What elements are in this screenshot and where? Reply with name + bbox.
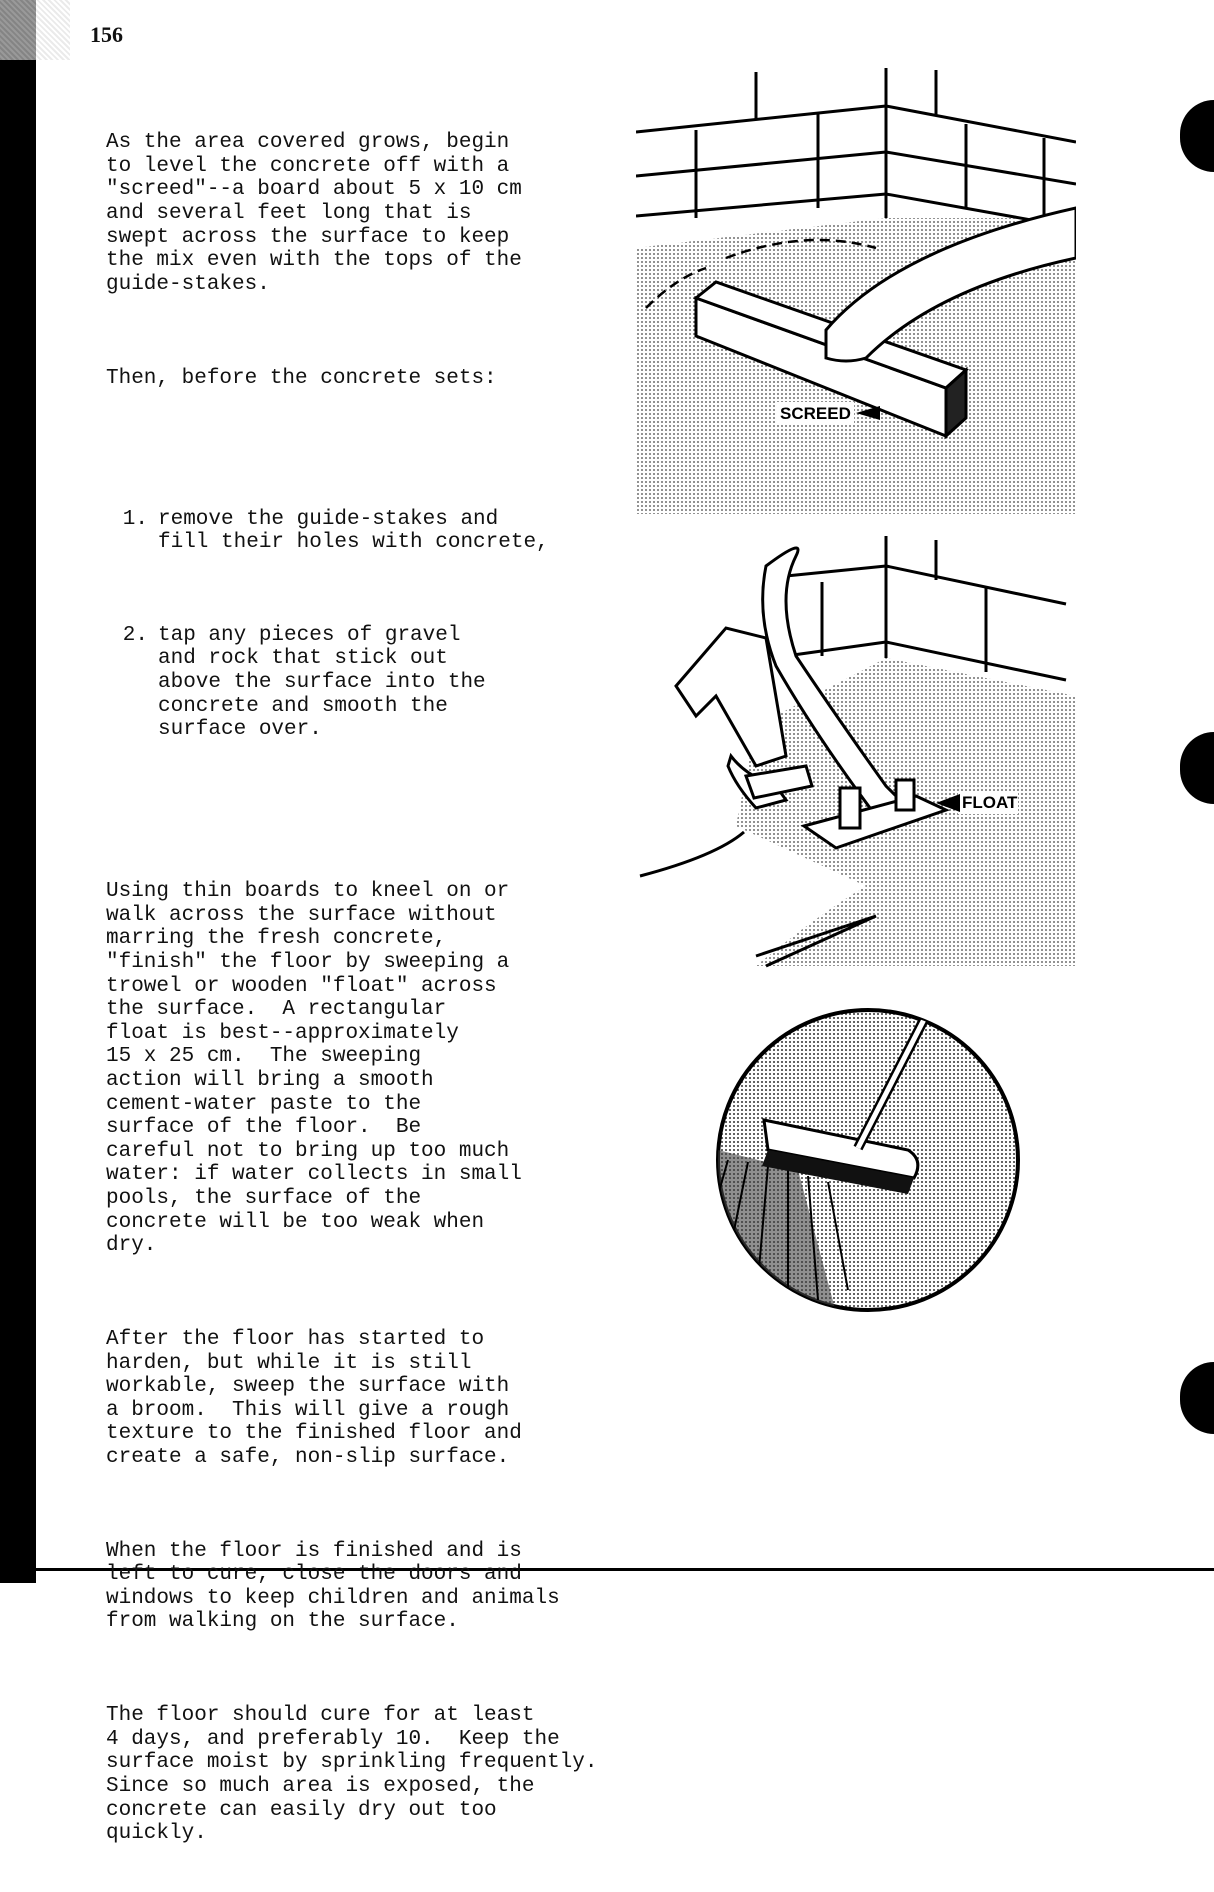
brick-wall xyxy=(636,68,1076,228)
step-number: 2. xyxy=(122,623,148,647)
step-number: 1. xyxy=(122,507,148,531)
paragraph-broom: After the floor has started to harden, but while it is still workable, sweep the surface with a broom. This will give a rough texture to the finished floor and create a safe, non-slip surface. xyxy=(106,1327,522,1469)
list-item xyxy=(106,508,666,555)
float-illustration xyxy=(636,536,1076,976)
punch-hole-bottom xyxy=(1180,1362,1214,1434)
step-text: remove the guide-stakes and fill their holes with concrete, xyxy=(158,507,549,555)
float-label: FLOAT xyxy=(962,793,1018,812)
punch-hole-middle xyxy=(1180,732,1214,804)
paragraph-cure-close: When the floor is finished and is left to cure, close the doors and windows to keep children and animals from walking on the surface. xyxy=(106,1539,560,1634)
brick-wall xyxy=(786,536,1066,680)
broom-illustration xyxy=(708,1000,1028,1320)
screed-illustration xyxy=(636,68,1076,514)
page-number: 156 xyxy=(90,22,123,47)
punch-hole-top xyxy=(1180,100,1214,172)
scan-left-border xyxy=(0,0,36,1583)
paragraph-finish-float: Using thin boards to kneel on or walk across the surface without marring the fresh concrete, "finish" the floor by sweeping a trowel or wooden "float" across the surface. A rectangular float is best--approximately 15 x 25 cm. The sweeping action will bring a smooth cement-water paste to the surface of the floor. Be careful not to bring up too much water: if water collects in small pools, the surface of the concrete will be too weak when dry. xyxy=(106,880,522,1258)
paragraph-cure-time: The floor should cure for at least 4 days, and preferably 10. Keep the surface moist by sprinkling frequently. Since so much area is exposed, the concrete can easily dry out too quickly. xyxy=(106,1704,598,1846)
list-item xyxy=(106,624,666,742)
step-text: tap any pieces of gravel and rock that stick out above the surface into the concrete and smooth the surface over. xyxy=(158,623,486,742)
paragraph-screed: As the area covered grows, begin to level the concrete off with a "screed"--a board about 5 x 10 cm and several feet long that is swept across the surface to keep the mix even with the tops of the guide-stakes. xyxy=(106,131,522,296)
text-column xyxy=(106,84,666,1892)
paragraph-before-sets: Then, before the concrete sets: xyxy=(106,366,497,390)
steps-list xyxy=(106,460,666,811)
screed-label: SCREED xyxy=(780,404,851,423)
scan-corner-noise xyxy=(0,0,70,60)
